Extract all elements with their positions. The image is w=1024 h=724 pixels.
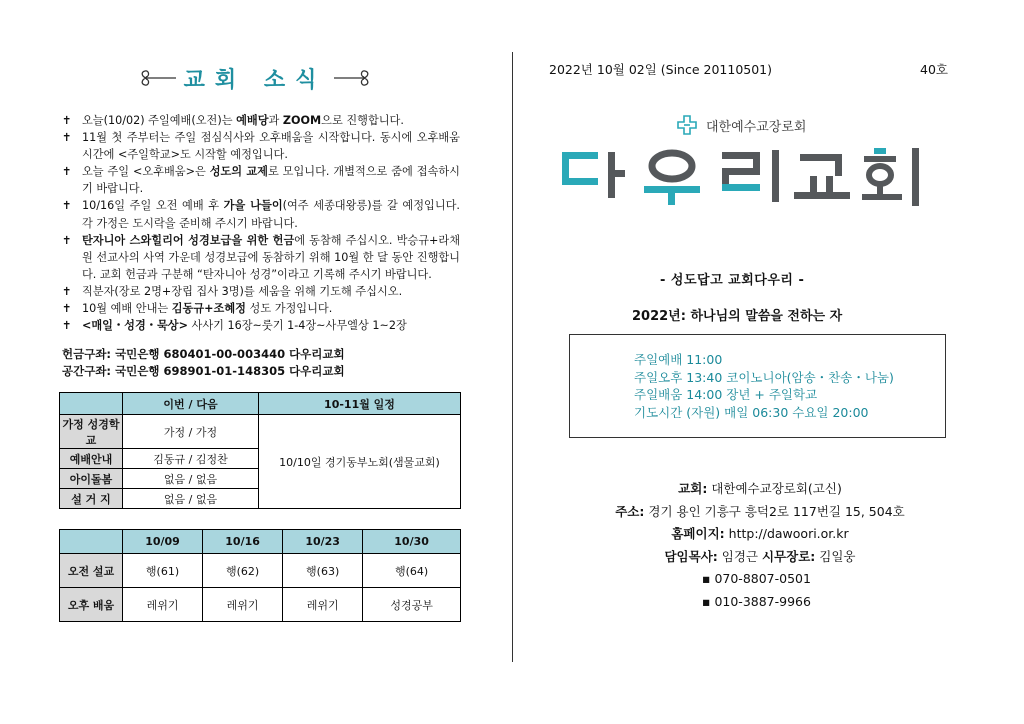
cross-bullet-icon: ✝ [62,319,72,333]
page-divider [512,52,513,662]
church-line: 교회: 대한예수교장로회(고신) [678,481,842,496]
worship-time: 주일예배 11:00 [634,352,723,367]
cell: 레위기 [283,588,363,622]
news-item: ✝ 오늘(10/02) 주일예배(오전)는 예배당과 ZOOM으로 진행합니다. [60,112,460,129]
duty-schedule-table [59,392,461,509]
row-value: 없음 / 없음 [123,489,259,509]
header-date: 10/09 [123,530,203,554]
news-title-text: 교회 소식 [183,66,327,93]
cross-bullet-icon: ✝ [62,302,72,316]
header-current-next: 이번 / 다음 [123,393,259,415]
cross-bullet-icon: ✝ [62,233,72,247]
row-label: 가정 성경학교 [60,415,123,449]
news-item: ✝ 오늘 주일 <오후배움>은 성도의 교제로 모입니다. 개별적으로 줌에 접속하시기 바랍니다. [62,165,460,196]
bank-accounts [62,346,345,380]
address-line: 주소: 경기 용인 기흥구 흥덕2로 117번길 15, 504호 [615,503,905,519]
news-item: ✝ 탄자니아 스와힐리어 성경보급을 위한 헌금에 동참해 주십시오. 박승규+라채원 선교사의 사역 가운데 성경보급에 동참하기 위해 10월 한 달 동안 진행합니다. 교회 헌금과 구분해 “탄자니아 성경”이라고 기록해 주시기 바랍니다. [62,233,461,281]
row-label: 예배안내 [60,449,123,469]
cross-bullet-icon: ✝ [62,284,72,298]
church-name-logo [560,148,940,210]
cell: 행(62) [203,554,283,588]
offering-account: 헌금구좌: 국민은행 680401-00-003440 다우리교회 [62,347,345,361]
cell: 행(63) [283,554,363,588]
cross-bullet-icon: ✝ [62,131,72,145]
pastor-line: 담임목사: 임경근 시무장로: 김일웅 [664,548,856,564]
cell: 레위기 [123,588,203,622]
phone-line: ▪ 070-8807-0501 [702,571,811,586]
header-date: 10/23 [283,530,363,554]
bulletin-date: 2022년 10월 02일 (Since 20110501) [549,62,773,77]
news-item: ✝ 11월 첫 주부터는 주일 점심식사와 오후배움을 시작합니다. 동시에 오후배움 시간에 <주일학교>도 시작할 예정입니다. [62,131,460,162]
worship-time: 기도시간 (자원) 매일 06:30 수요일 20:00 [634,404,869,420]
homepage-link[interactable]: http://dawoori.or.kr [728,526,849,541]
news-title [130,60,380,96]
header-blank [60,393,123,415]
phone-line: ▪ 010-3887-9966 [702,593,811,609]
row-label: 아이돌봄 [60,469,123,489]
worship-times-box [569,334,946,438]
year-theme: 2022년: 하나님의 말씀을 전하는 자 [632,309,843,324]
event-cell: 10/10일 경기동부노회(샘물교회) [259,415,461,509]
homepage-line: 홈페이지: http://dawoori.or.kr [671,526,849,541]
news-item: ✝ 10/16일 주일 오전 예배 후 가을 나들이(여주 세종대왕릉)를 갈 예정입니다. 각 가정은 도시락을 준비해 주시기 바랍니다. [62,199,460,230]
cross-logo-icon [676,114,698,136]
news-list [60,112,460,334]
church-info [560,478,960,613]
weekly-plan-table [59,529,461,622]
row-value: 김동규 / 김정찬 [123,449,259,469]
cell: 레위기 [203,588,283,622]
news-item: ✝ 10월 예배 안내는 김동규+조혜정 성도 가정입니다. [60,300,460,317]
header-blank [60,530,123,554]
row-label: 오후 배움 [60,588,123,622]
header-date: 10/30 [363,530,461,554]
row-label: 오전 설교 [60,554,123,588]
news-item: ✝ <매일・성경・묵상> 사사기 16장~룻기 1-4장~사무엘상 1~2장 [60,317,460,334]
left-ornament-icon [134,68,178,88]
denomination [676,114,806,136]
cross-bullet-icon: ✝ [62,199,72,213]
row-value: 가정 / 가정 [123,415,259,449]
right-ornament-icon [332,68,376,88]
worship-time: 주일오후 13:40 코이노니아(암송・찬송・나눔) [634,369,894,385]
header-event: 10-11월 일정 [259,393,461,415]
worship-time: 주일배움 14:00 장년 + 주일학교 [634,387,818,402]
cell: 성경공부 [363,588,461,622]
row-value: 없음 / 없음 [123,469,259,489]
cell: 행(61) [123,554,203,588]
row-label: 설 거 지 [60,489,123,509]
space-account: 공간구좌: 국민은행 698901-01-148305 다우리교회 [62,364,345,378]
issue-number: 40호 [920,62,948,77]
denomination-text: 대한예수교장로회 [706,119,807,135]
slogan: - 성도답고 교회다우리 - [660,273,805,288]
cell: 행(64) [363,554,461,588]
cross-bullet-icon: ✝ [62,114,72,127]
header-date: 10/16 [203,530,283,554]
news-item: ✝ 직분자(장로 2명+장립 집사 3명)를 세움을 위해 기도해 주십시오. [60,283,460,300]
cross-bullet-icon: ✝ [62,165,72,179]
